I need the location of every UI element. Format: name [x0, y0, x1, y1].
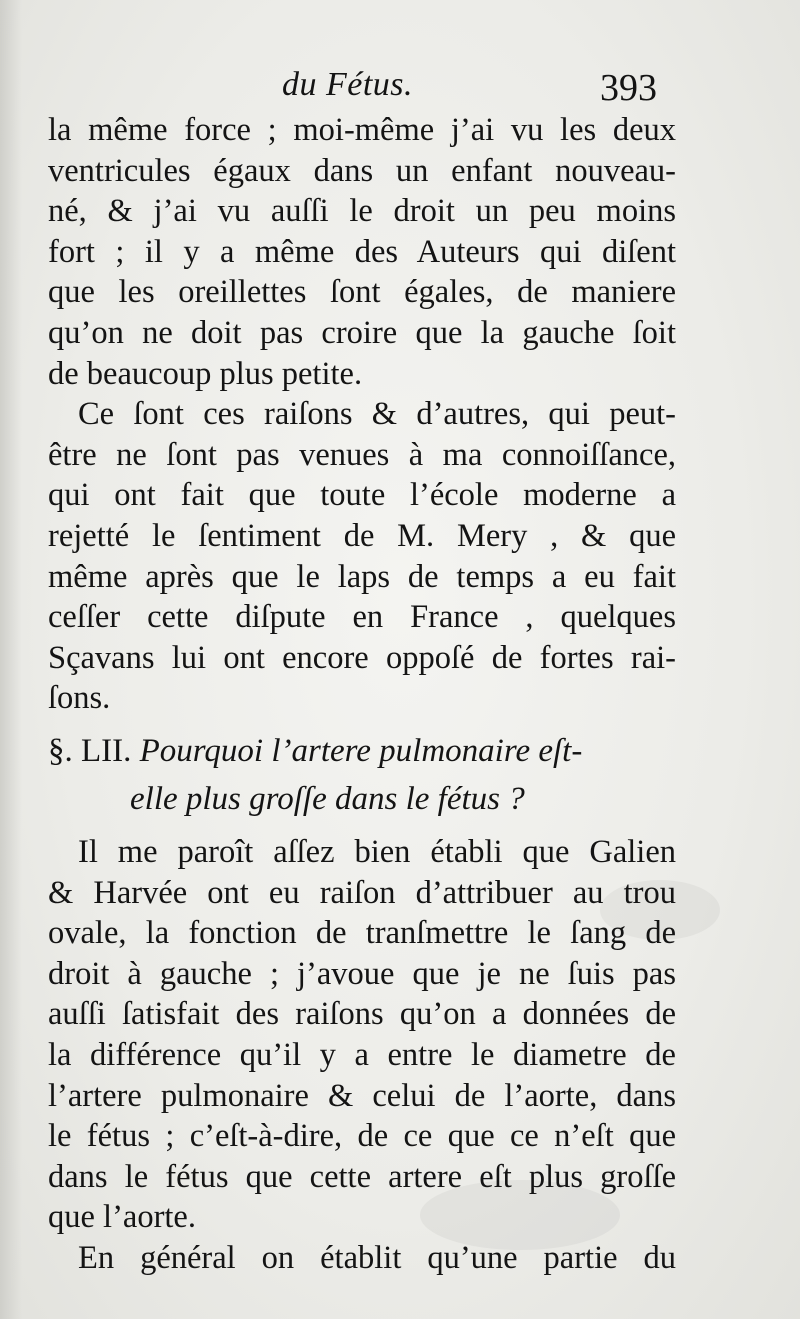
text-line: qui ont fait que toute l’école moderne a [48, 477, 676, 514]
page-number: 393 [600, 67, 657, 109]
text-line: né, & j’ai vu auſſi le droit un peu moins [48, 193, 676, 230]
running-title: du Fétus. [282, 66, 414, 103]
text-line: & Harvée ont eu raiſon d’attribuer au trou [48, 874, 676, 911]
paragraph [48, 832, 676, 1238]
text-line: fort ; il y a même des Auteurs qui diſent [48, 233, 676, 270]
text-line: dans le fétus que cette artere eſt plus groſſe [48, 1158, 676, 1195]
text-line: Ce ſont ces raiſons & d’autres, qui peut- [78, 396, 676, 433]
text-line: de beaucoup plus petite. [48, 355, 363, 392]
text-line: ſons. [48, 680, 111, 717]
text-line: être ne ſont pas venues à ma connoiſſance, [48, 436, 676, 473]
body-text [48, 110, 676, 719]
paragraph [48, 1238, 676, 1279]
text-line: même après que le laps de temps a eu fait [48, 558, 676, 595]
body-text [48, 832, 676, 1279]
text-line: rejetté le ſentiment de M. Mery , & que [48, 517, 676, 554]
text-line: le fétus ; c’eſt-à-dire, de ce que ce n’eſt que [48, 1118, 676, 1155]
text-line: Sçavans lui ont encore oppoſé de fortes rai- [48, 639, 676, 676]
text-line: droit à gauche ; j’avoue que je ne ſuis pas [48, 955, 676, 992]
text-line: Il me paroît aſſez bien établi que Galien [78, 834, 676, 870]
text-line: l’artere pulmonaire & celui de l’aorte, dans [48, 1077, 676, 1114]
text-line: la différence qu’il y a entre le diametre de [48, 1036, 676, 1073]
text-line: ceſſer cette diſpute en France , quelques [48, 599, 676, 636]
text-line: la même force ; moi-même j’ai vu les deux [48, 112, 676, 148]
text-line: auſſi ſatisfait des raiſons qu’on a données de [48, 996, 676, 1033]
page-gutter-shadow [0, 0, 22, 1319]
section-title-continued: elle plus groſſe dans le fétus ? [130, 781, 525, 817]
text-line: En général on établit qu’une partie du [78, 1239, 676, 1276]
section-number: §. LII. [48, 733, 132, 769]
text-line: ovale, la fonction de tranſmettre le ſang de [48, 915, 676, 952]
running-head [0, 58, 800, 108]
text-line: que l’aorte. [48, 1199, 196, 1236]
section-heading [48, 727, 684, 823]
section-title: Pourquoi l’artere pulmonaire eſt- [139, 733, 583, 769]
text-line: qu’on ne doit pas croire que la gauche ſoit [48, 314, 676, 351]
paragraph [48, 110, 676, 394]
paragraph [48, 394, 676, 719]
section-heading-line [48, 727, 684, 775]
text-line: que les oreillettes ſont égales, de maniere [48, 274, 676, 311]
text-line: ventricules égaux dans un enfant nouveau- [48, 152, 676, 189]
